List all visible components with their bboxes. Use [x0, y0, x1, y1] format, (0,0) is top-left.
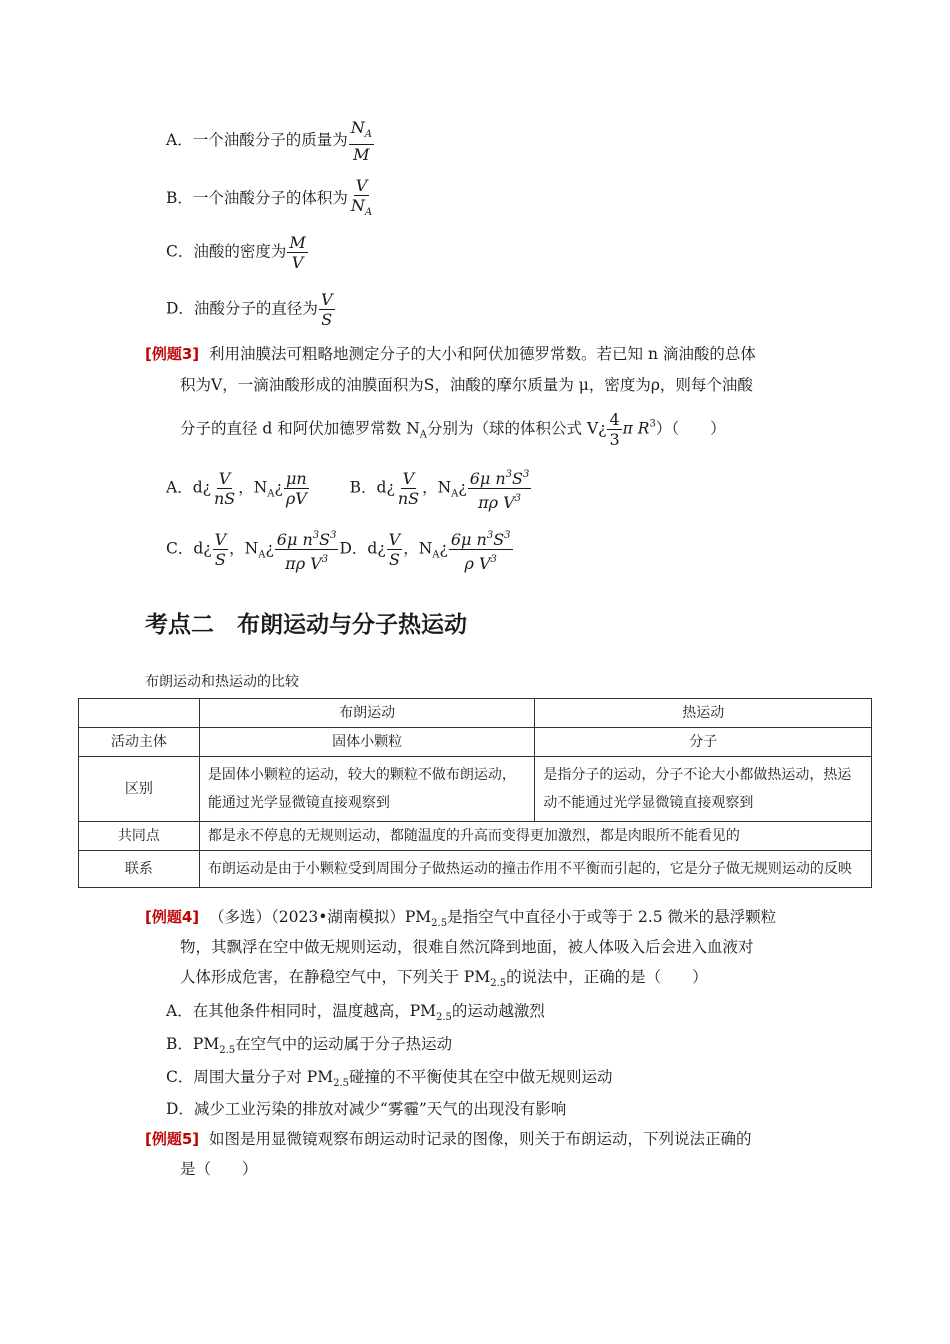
table-cell: 是固体小颗粒的运动，较大的颗粒不做布朗运动，能通过光学显微镜直接观察到: [199, 757, 535, 822]
option-a: A．一个油酸分子的质量为 $\frac{N_A}{M}$: [166, 118, 372, 164]
fraction: $\frac{4}{3}$: [609, 410, 620, 449]
example3-line2: 积为V，一滴油酸形成的油膜面积为S，油酸的摩尔质量为 μ，密度为ρ，则每个油酸: [180, 376, 753, 394]
example4-line1: [例题4] （多选）（2023•湖南模拟）$PM_{2.5}$是指空气中直径小于或等于 2.5 微米的悬浮颗粒: [145, 908, 777, 929]
example4-option-a: A．在其他条件相同时，温度越高，$PM_{2.5}$的运动越激烈: [166, 1002, 545, 1023]
table-row: [79, 757, 872, 822]
fraction: $\frac{M}{V}$: [289, 233, 306, 272]
example-tag: [例题4]: [145, 908, 200, 926]
table-cell: 分子: [535, 728, 872, 757]
table-cell: 固体小颗粒: [199, 728, 535, 757]
row-label: 活动主体: [79, 728, 200, 757]
row-label: 联系: [79, 851, 200, 888]
example-tag: [例题5]: [145, 1130, 200, 1148]
row-label: 区别: [79, 757, 200, 822]
example3-line1: [例题3] 利用油膜法可粗略地测定分子的大小和阿伏加德罗常数。若已知 n 滴油酸的总体: [145, 345, 756, 363]
fraction: $\frac{V}{S}$: [214, 530, 227, 569]
fraction: $\frac{6\mu n^3S^3}{\pi\rho V^3}$: [468, 465, 532, 512]
example4-line2: 物，其飘浮在空中做无规则运动，很难自然沉降到地面，被人体吸入后会进入血液对: [180, 938, 754, 956]
fraction: $\frac{6\mu n^3S^3}{\rho V^3}$: [449, 526, 513, 573]
table-row: [79, 728, 872, 757]
table-row: [79, 851, 872, 888]
option-d: D．油酸分子的直径为 $\frac{V}{S}$: [166, 290, 333, 329]
example4-option-d: D．减少工业污染的排放对减少“雾霾”天气的出现没有影响: [166, 1100, 567, 1118]
fraction: $\frac{V}{N_A}$: [350, 176, 373, 218]
fraction: $\frac{N_A}{M}$: [350, 118, 372, 164]
fraction: $\frac{V}{nS}$: [213, 469, 236, 508]
table-header-row: [79, 699, 872, 728]
option-c: C．油酸的密度为 $\frac{M}{V}$: [166, 233, 306, 272]
example4-option-c: C．周围大量分子对 $PM_{2.5}$碰撞的不平衡使其在空中做无规则运动: [166, 1068, 613, 1089]
example4-line3: 人体形成危害，在静稳空气中，下列关于 $PM_{2.5}$的说法中，正确的是（ ）: [180, 968, 708, 989]
example3-line3: 分子的直径 d 和阿伏加德罗常数 $N_A$分别为（球的体积公式 V¿ $\frac{4}{3}$ π $R^3$）（ ）: [180, 410, 726, 449]
table-cell: 布朗运动是由于小颗粒受到周围分子做热运动的撞击作用不平衡而引起的，它是分子做无规则运动的反映: [199, 851, 871, 888]
example3-options-cd: C．d¿ $\frac{V}{S}$ ，$N_A¿$ $\frac{6\mu n^3S^3}{\pi\rho V^3}$ D．d¿ $\frac{V}{S}$ ，$N_A¿$ $\frac{6\mu n^3S^3}{\rho V^3}$: [166, 526, 514, 573]
fraction: $\frac{V}{S}$: [388, 530, 401, 569]
table-cell: 都是永不停息的无规则运动，都随温度的升高而变得更加激烈，都是肉眼所不能看见的: [199, 822, 871, 851]
header-cell: 热运动: [535, 699, 872, 728]
header-cell: 布朗运动: [199, 699, 535, 728]
table-caption: 布朗运动和热运动的比较: [145, 674, 299, 690]
fraction: $\frac{V}{nS}$: [397, 469, 420, 508]
example5-line2: 是（ ）: [180, 1160, 258, 1178]
comparison-table: [78, 698, 872, 888]
header-cell: [79, 699, 200, 728]
fraction: $\frac{6\mu n^3S^3}{\pi\rho V^3}$: [275, 526, 339, 573]
example4-option-b: B．$PM_{2.5}$在空气中的运动属于分子热运动: [166, 1035, 453, 1056]
table-row: [79, 822, 872, 851]
section-title: 考点二 布朗运动与分子热运动: [145, 612, 467, 638]
fraction: $\frac{V}{S}$: [320, 290, 333, 329]
table-cell: 是指分子的运动，分子不论大小都做热运动，热运动不能通过光学显微镜直接观察到: [535, 757, 872, 822]
example5-line1: [例题5] 如图是用显微镜观察布朗运动时记录的图像，则关于布朗运动，下列说法正确的: [145, 1130, 752, 1148]
option-b: B．一个油酸分子的体积为 $\frac{V}{N_A}$: [166, 176, 375, 222]
example-tag: [例题3]: [145, 345, 200, 363]
fraction: $\frac{\mu n}{\rho V}$: [285, 469, 307, 508]
row-label: 共同点: [79, 822, 200, 851]
example3-options-ab: A．d¿ $\frac{V}{nS}$ ，$N_A¿$ $\frac{\mu n}{\rho V}$ B．d¿ $\frac{V}{nS}$ ，$N_A¿$ $\frac{6\mu n^3S^3}{\pi\rho V^3}$: [166, 465, 532, 512]
